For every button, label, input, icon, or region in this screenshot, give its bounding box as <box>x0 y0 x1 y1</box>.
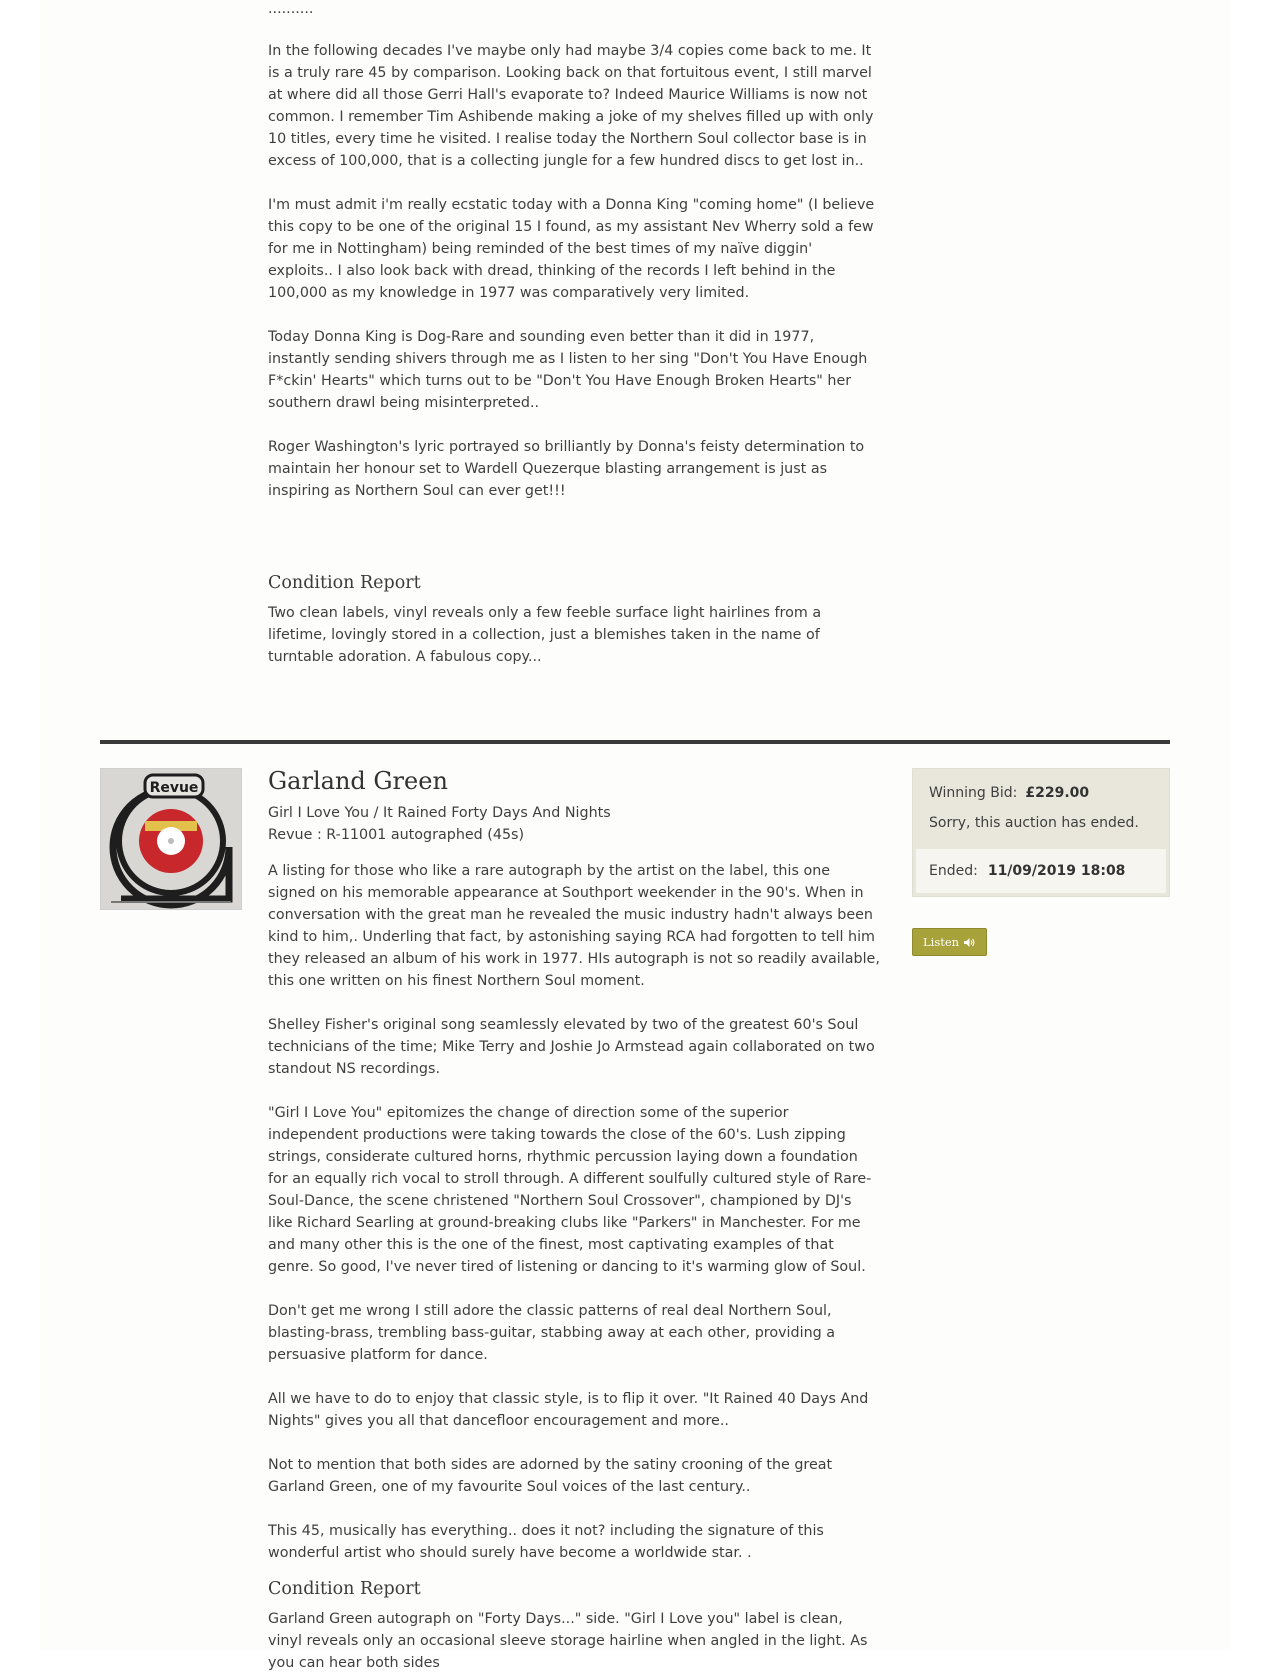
winning-bid-row <box>929 783 1153 803</box>
winning-bid-amount: £229.00 <box>1025 785 1090 801</box>
lot-description <box>268 860 880 1671</box>
page <box>40 0 1230 1671</box>
condition-report-title: Condition Report <box>268 573 421 593</box>
description-paragraph: Don't get me wrong I still adore the classic patterns of real deal Northern Soul, blasting-brass, trembling bass-guitar, stabbing away at each other, providing a persuasive platform for dance. <box>268 1303 836 1363</box>
winning-bid-label: Winning Bid: <box>929 785 1018 801</box>
description-paragraph: "Girl I Love You" epitomizes the change of direction some of the superior independent productions were taking towards the close of the 60's. Lush zipping strings, considerate cultured horns, rhythmic percussion laying down a foundation for an equally rich vocal to stroll through. A different soulfully cultured style of Rare-Soul-Dance, the scene christened "Northern Soul Crossover", championed by DJ's like Richard Searling at ground-breaking clubs like "Parkers" in Manchester. For me and many other this is the one of the finest, most captivating examples of that genre. So good, I've never tired of listening or dancing to it's warming glow of Soul. <box>268 1105 872 1275</box>
speaker-icon <box>963 937 976 948</box>
listen-label: Listen <box>923 935 960 949</box>
condition-report-text: Garland Green autograph on "Forty Days..." side. "Girl I Love you" label is clean, vinyl reveals only an occasional sleeve storage hairline when angled in the light. As you can hear both sides <box>268 1611 868 1671</box>
bid-panel <box>912 768 1170 897</box>
record-sleeve-icon <box>101 769 241 909</box>
description-paragraph: I'm must admit i'm really ecstatic today with a Donna King "coming home" (I believe this copy to be one of the original 15 I found, as my assistant Nev Wherry sold a few for me in Nottingham) being reminded of the best times of my naïve diggin' exploits.. I also look back with dread, thinking of the records I left behind in the 100,000 as my knowledge in 1977 was comparatively very limited. <box>268 197 875 301</box>
label-info: Revue : R-11001 autographed (45s) <box>268 827 525 843</box>
cut-off-line: .......... <box>268 1 314 17</box>
record-sleeve-image[interactable] <box>100 768 242 910</box>
sleeve-brand-text: Revue <box>149 780 199 796</box>
description-paragraph: All we have to do to enjoy that classic style, is to flip it over. "It Rained 40 Days And Nights" gives you all that dancefloor encouragement and more.. <box>268 1391 869 1429</box>
auction-ended-row <box>916 849 1166 893</box>
description-paragraph: This 45, musically has everything.. does it not? including the signature of this wonderful artist who should surely have become a worldwide star. . <box>268 1523 824 1561</box>
description-paragraph: Today Donna King is Dog-Rare and sounding even better than it did in 1977, instantly sending shivers through me as I listen to her sing "Don't You Have Enough F*ckin' Hearts" which turns out to be "Don't You Have Enough Broken Hearts" her southern drawl being misinterpreted.. <box>268 329 868 411</box>
listen-button[interactable] <box>912 928 987 956</box>
condition-report-title: Condition Report <box>268 1579 421 1599</box>
ended-date: 11/09/2019 18:08 <box>987 863 1126 879</box>
lot-divider <box>100 740 1170 744</box>
auction-status: Sorry, this auction has ended. <box>929 815 1139 831</box>
ended-label: Ended: <box>929 863 978 879</box>
description-paragraph: Roger Washington's lyric portrayed so brilliantly by Donna's feisty determination to maintain her honour set to Wardell Quezerque blasting arrangement is just as inspiring as Northern Soul can ever get!!! <box>268 439 865 499</box>
description-paragraph: Not to mention that both sides are adorned by the satiny crooning of the great Garland Green, one of my favourite Soul voices of the last century.. <box>268 1457 833 1495</box>
previous-lot <box>268 1 880 690</box>
artist-name: Garland Green <box>268 767 448 795</box>
condition-report-text: Two clean labels, vinyl reveals only a few feeble surface light hairlines from a lifetime, lovingly stored in a collection, just a blemishes taken in the name of turntable adoration. A fabulous copy... <box>268 605 822 665</box>
description-paragraph: Shelley Fisher's original song seamlessly elevated by two of the greatest 60's Soul technicians of the time; Mike Terry and Joshie Jo Armstead again collaborated on two standout NS recordings. <box>268 1017 875 1077</box>
description-paragraph: A listing for those who like a rare autograph by the artist on the label, this one signed on his memorable appearance at Southport weekender in the 90's. When in conversation with the great man he revealed the music industry hadn't always been kind to him,. Underling that fact, by astonishing saying RCA had forgotten to tell him they released an album of his work in 1977. HIs autograph is not so readily available, this one written on his finest Northern Soul moment. <box>268 863 880 989</box>
lot-details <box>268 766 880 1671</box>
record-titles: Girl I Love You / It Rained Forty Days And Nights <box>268 805 611 821</box>
description-paragraph: In the following decades I've maybe only had maybe 3/4 copies come back to me. It is a truly rare 45 by comparison. Looking back on that fortuitous event, I still marvel at where did all those Gerri Hall's evaporate to? Indeed Maurice Williams is now not common. I remember Tim Ashibende making a joke of my shelves filled up with only 10 titles, every time he visited. I realise today the Northern Soul collector base is in excess of 100,000, that is a collecting jungle for a few hundred discs to get lost in.. <box>268 43 874 169</box>
